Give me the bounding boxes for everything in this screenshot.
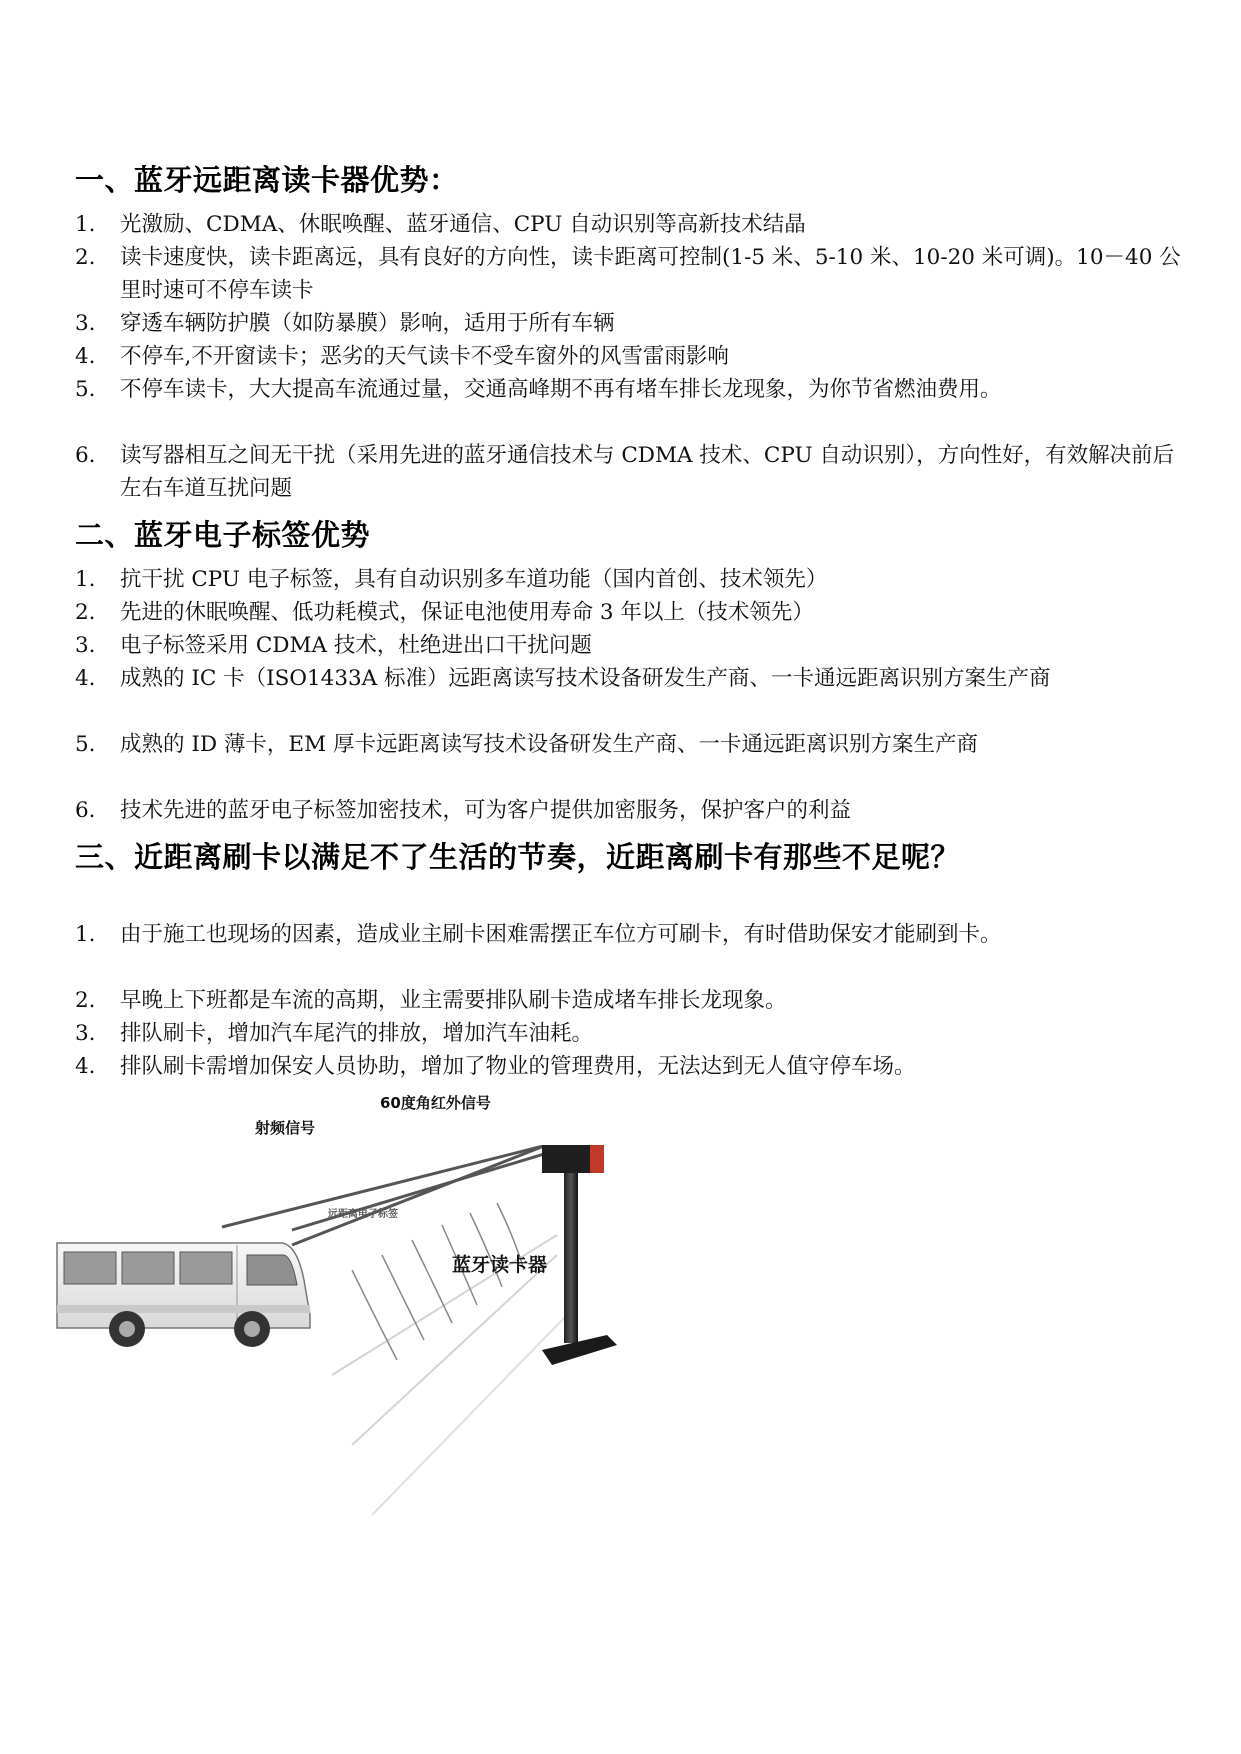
list-item [75, 340, 1195, 373]
item-text: 读写器相互之间无干扰（采用先进的蓝牙通信技术与 CDMA 技术、CPU 自动识别），方向性好，有效解决前后左右车道互扰问题 [120, 443, 1175, 501]
list-item [75, 596, 1195, 629]
reader-illustration [52, 1094, 702, 1545]
list-item [75, 984, 1195, 1017]
list-item [75, 1017, 1195, 1050]
rf-signal-label: 射频信号 [255, 1119, 316, 1137]
item-text: 成熟的 IC 卡（ISO1433A 标准）远距离读写技术设备研发生产商、一卡通远距离识别方案生产商 [120, 666, 1051, 691]
signal-waves [352, 1203, 524, 1360]
item-number: 4. [75, 1054, 96, 1079]
item-number: 2. [75, 988, 96, 1013]
item-number: 2. [75, 600, 96, 625]
item-number: 2. [75, 245, 96, 270]
item-text: 光激励、CDMA、休眠唤醒、蓝牙通信、CPU 自动识别等高新技术结晶 [120, 212, 806, 237]
item-text: 由于施工也现场的因素，造成业主刷卡困难需摆正车位方可刷卡，有时借助保安才能刷到卡。 [120, 922, 1002, 947]
list-item [75, 307, 1195, 340]
infrared-signal-label: 60度角红外信号 [380, 1094, 491, 1112]
item-number: 3. [75, 1021, 96, 1046]
reader-label: 蓝牙读卡器 [452, 1254, 548, 1276]
bus-icon [57, 1243, 310, 1347]
item-number: 3. [75, 311, 96, 336]
item-text: 读卡速度快，读卡距离远，具有良好的方向性，读卡距离可控制(1-5 米、5-10 米、10-20 米可调)。10－40 公里时速可不停车读卡 [120, 245, 1181, 303]
list-item [75, 373, 1195, 406]
item-text: 不停车读卡，大大提高车流通过量，交通高峰期不再有堵车排长龙现象，为你节省燃油费用。 [120, 377, 1002, 402]
item-text: 抗干扰 CPU 电子标签，具有自动识别多车道功能（国内首创、技术领先） [120, 567, 828, 592]
list-item [75, 1050, 1195, 1083]
rf-beam-lines [222, 1145, 574, 1245]
electronic-tag-label: 远距离电子标签 [328, 1209, 398, 1220]
item-number: 5. [75, 732, 96, 757]
item-number: 6. [75, 798, 96, 823]
section2-heading: 二、蓝牙电子标签优势 [75, 518, 371, 552]
item-text: 早晚上下班都是车流的高期，业主需要排队刷卡造成堵车排长龙现象。 [120, 988, 787, 1013]
item-number: 4. [75, 344, 96, 369]
section3-heading: 三、近距离刷卡以满足不了生活的节奏，近距离刷卡有那些不足呢？ [75, 840, 961, 874]
list-item [75, 208, 1195, 241]
item-text: 排队刷卡需增加保安人员协助，增加了物业的管理费用，无法达到无人值守停车场。 [120, 1054, 916, 1079]
list-item [75, 563, 1195, 596]
section2-list [75, 563, 1195, 827]
item-text: 电子标签采用 CDMA 技术，杜绝进出口干扰问题 [120, 633, 592, 658]
item-number: 5. [75, 377, 96, 402]
list-item [75, 794, 1195, 827]
lane-lines [332, 1235, 567, 1515]
item-text: 技术先进的蓝牙电子标签加密技术，可为客户提供加密服务，保护客户的利益 [120, 798, 852, 823]
list-item [75, 439, 1195, 505]
item-number: 4. [75, 666, 96, 691]
section3-list [75, 918, 1195, 1083]
bluetooth-reader-device [542, 1145, 617, 1365]
section1-heading: 一、蓝牙远距离读卡器优势： [75, 163, 459, 197]
list-item [75, 662, 1195, 695]
list-item [75, 241, 1195, 307]
item-text: 排队刷卡，增加汽车尾汽的排放，增加汽车油耗。 [120, 1021, 594, 1046]
list-item [75, 629, 1195, 662]
list-item [75, 918, 1195, 951]
item-text: 先进的休眠唤醒、低功耗模式，保证电池使用寿命 3 年以上（技术领先） [120, 600, 814, 625]
item-text: 成熟的 ID 薄卡，EM 厚卡远距离读写技术设备研发生产商、一卡通远距离识别方案生产商 [120, 732, 978, 757]
item-number: 1. [75, 212, 96, 237]
item-text: 穿透车辆防护膜（如防暴膜）影响，适用于所有车辆 [120, 311, 615, 336]
list-item [75, 728, 1195, 761]
item-number: 1. [75, 922, 96, 947]
item-number: 6. [75, 443, 96, 468]
item-text: 不停车,不开窗读卡；恶劣的天气读卡不受车窗外的风雪雷雨影响 [120, 344, 729, 369]
section1-list [75, 208, 1195, 505]
item-number: 3. [75, 633, 96, 658]
item-number: 1. [75, 567, 96, 592]
